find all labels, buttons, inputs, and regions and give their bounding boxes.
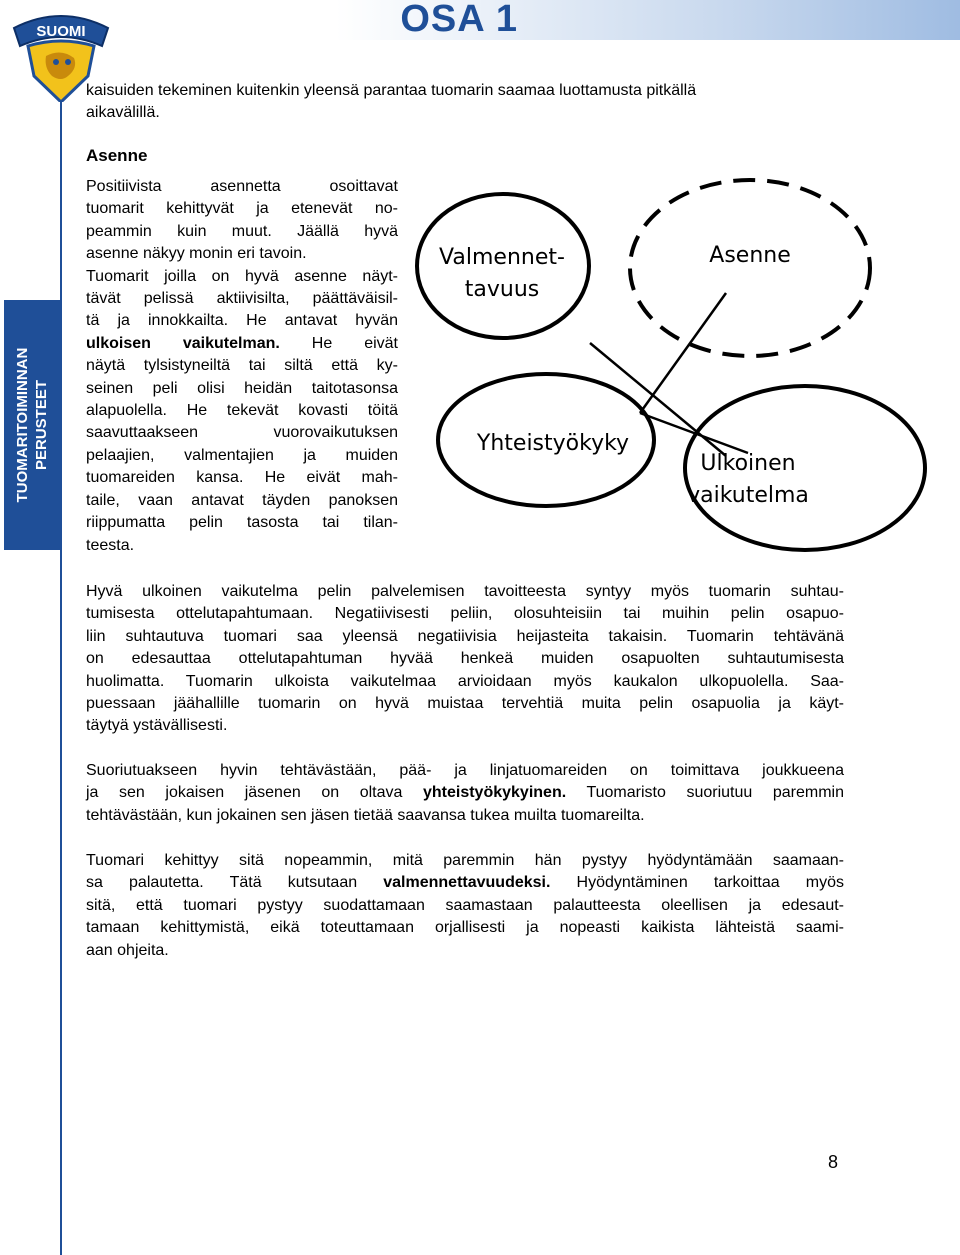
column-line: alapuolella. He tekevät kovasti töitä [86,402,398,420]
column-line: tuomarit kehittyvät ja etenevät no- [86,200,398,218]
column-line: saavuttaakseen vuorovaikutuksen [86,424,398,442]
valmennettavuus-label: tavuus [464,277,540,302]
connector-line [640,293,726,413]
paragraph-line: huolimatta. Tuomarin ulkoista vaikutelmaa arvioidaan myös kaukalon ulkopuolella. Saa- [86,672,844,690]
paragraph-line [86,872,844,894]
paragraph-line [86,782,844,804]
paragraph-line: sitä, että tuomari pystyy suodattamaan saamastaan palautteesta oleellisen ja edesaut- [86,896,844,914]
paragraph-line: on edesauttaa ottelutapahtuman hyvää henkeä muiden osapuolten suhtautumisesta [86,650,844,668]
paragraph-line: täytyä ystävällisesti. [86,717,228,735]
bold-term: ulkoisen vaikutelman. [86,334,280,352]
column-text: He eivät [279,334,399,352]
concept-diagram [408,168,960,558]
asenne-label: Asenne [709,243,791,268]
valmennettavuus-label: Valmennet- [439,245,565,270]
column-line: tä ja innokkailta. He antavat hyvän [86,312,398,330]
paragraph-line: puessaan jäähallille tuomarin on hyvä muistaa tervehtiä muita pelin osapuolia ja käyt- [86,695,844,713]
ulkoinen-label: vaikutelma [687,483,809,508]
bold-term: yhteistyökykyinen. [422,784,567,802]
paragraph-line: liin suhtautuva tuomari saa yleensä negatiivisia heijasteita takaisin. Tuomarin tehtävänä [86,627,844,645]
asenne-column [86,176,398,557]
asenne-circle [630,180,870,356]
paragraph-line: aan ohjeita. [86,941,169,959]
column-line [86,333,398,355]
paragraph-line: Suoriutuakseen hyvin tehtävästään, pää- ja linjatuomareiden on toimittava joukkueena [86,762,844,779]
logo-text: SUOMI [36,23,86,40]
paragraph-line: Hyvä ulkoinen vaikutelma pelin palvelemisen tavoitteesta syntyy myös tuomarin suhtau- [86,583,844,600]
paragraph-text: Hyödyntäminen tarkoittaa myös [550,874,845,892]
column-line: peammin kuin muut. Jäällä hyvä [86,222,398,240]
page-title: OSA 1 [400,0,518,40]
ulkoinen-label: Ulkoinen [700,451,796,476]
column-line: taile, vaan antavat täyden panoksen [86,491,398,509]
paragraph-text: sa palautetta. Tätä kutsutaan [86,874,384,892]
column-line: riippumatta pelin tasosta tai tilan- [86,514,398,532]
paragraph-yhteistyokyky [86,760,844,827]
side-tab [4,300,60,550]
column-line: pelaajien, valmentajien ja muiden [86,446,398,464]
paragraph-line: Tuomari kehittyy sitä nopeammin, mitä paremmin hän pystyy hyödyntämään saamaan- [86,852,844,869]
paragraph-text: Tuomaristo suoriutuu paremmin [566,784,844,802]
column-line: asenne näkyy monin eri tavoin. [86,245,307,263]
side-tab-line2: PERUSTEET [33,380,50,471]
paragraph-line: tumisesta ottelutapahtumaan. Negatiivisesti peliin, olosuhteisiin tai muihin pelin osapuo- [86,605,844,623]
yhteistyokyky-label: Yhteistyökyky [476,431,630,456]
column-line: teesta. [86,536,135,554]
column-line: Positiivista asennetta osoittavat [86,178,398,195]
connector-line [640,413,748,453]
column-line: tävät pelissä aktiivisilta, päättäväisil- [86,290,398,308]
section-heading: Asenne [86,146,148,165]
paragraph-valmennettavuus [86,850,844,962]
side-tab-line1: TUOMARITOIMINNAN [14,347,31,503]
bold-term: valmennettavuudeksi. [383,874,551,892]
column-line: seinen peli olisi heidän taitotasonsa [86,379,398,397]
column-line: Tuomarit joilla on hyvä asenne näyt- [86,267,398,285]
column-line: tuomareiden kansa. He eivät mah- [86,469,398,487]
paragraph-line: tamaan kehittymistä, eikä toteuttamaan orjallisesti ja nopeasti kaikista lähteistä saami- [86,919,844,937]
page-number: 8 [828,1152,839,1172]
paragraph-text: ja sen jokaisen jäsenen on oltava [86,784,423,802]
paragraph-ulkoinen-vaikutelma [86,581,844,738]
intro-line: kaisuiden tekeminen kuitenkin yleensä parantaa tuomarin saamaa luottamusta pitkällä [86,82,697,99]
paragraph-line: tehtävästään, kun jokainen sen jäsen tietää saavansa tukea muilta tuomareilta. [86,806,645,824]
intro-line: aikavälillä. [86,104,160,122]
left-rule [60,100,62,1255]
column-line: näytä tylsistyneiltä tai siltä että ky- [86,357,398,375]
intro-paragraph [86,80,856,125]
